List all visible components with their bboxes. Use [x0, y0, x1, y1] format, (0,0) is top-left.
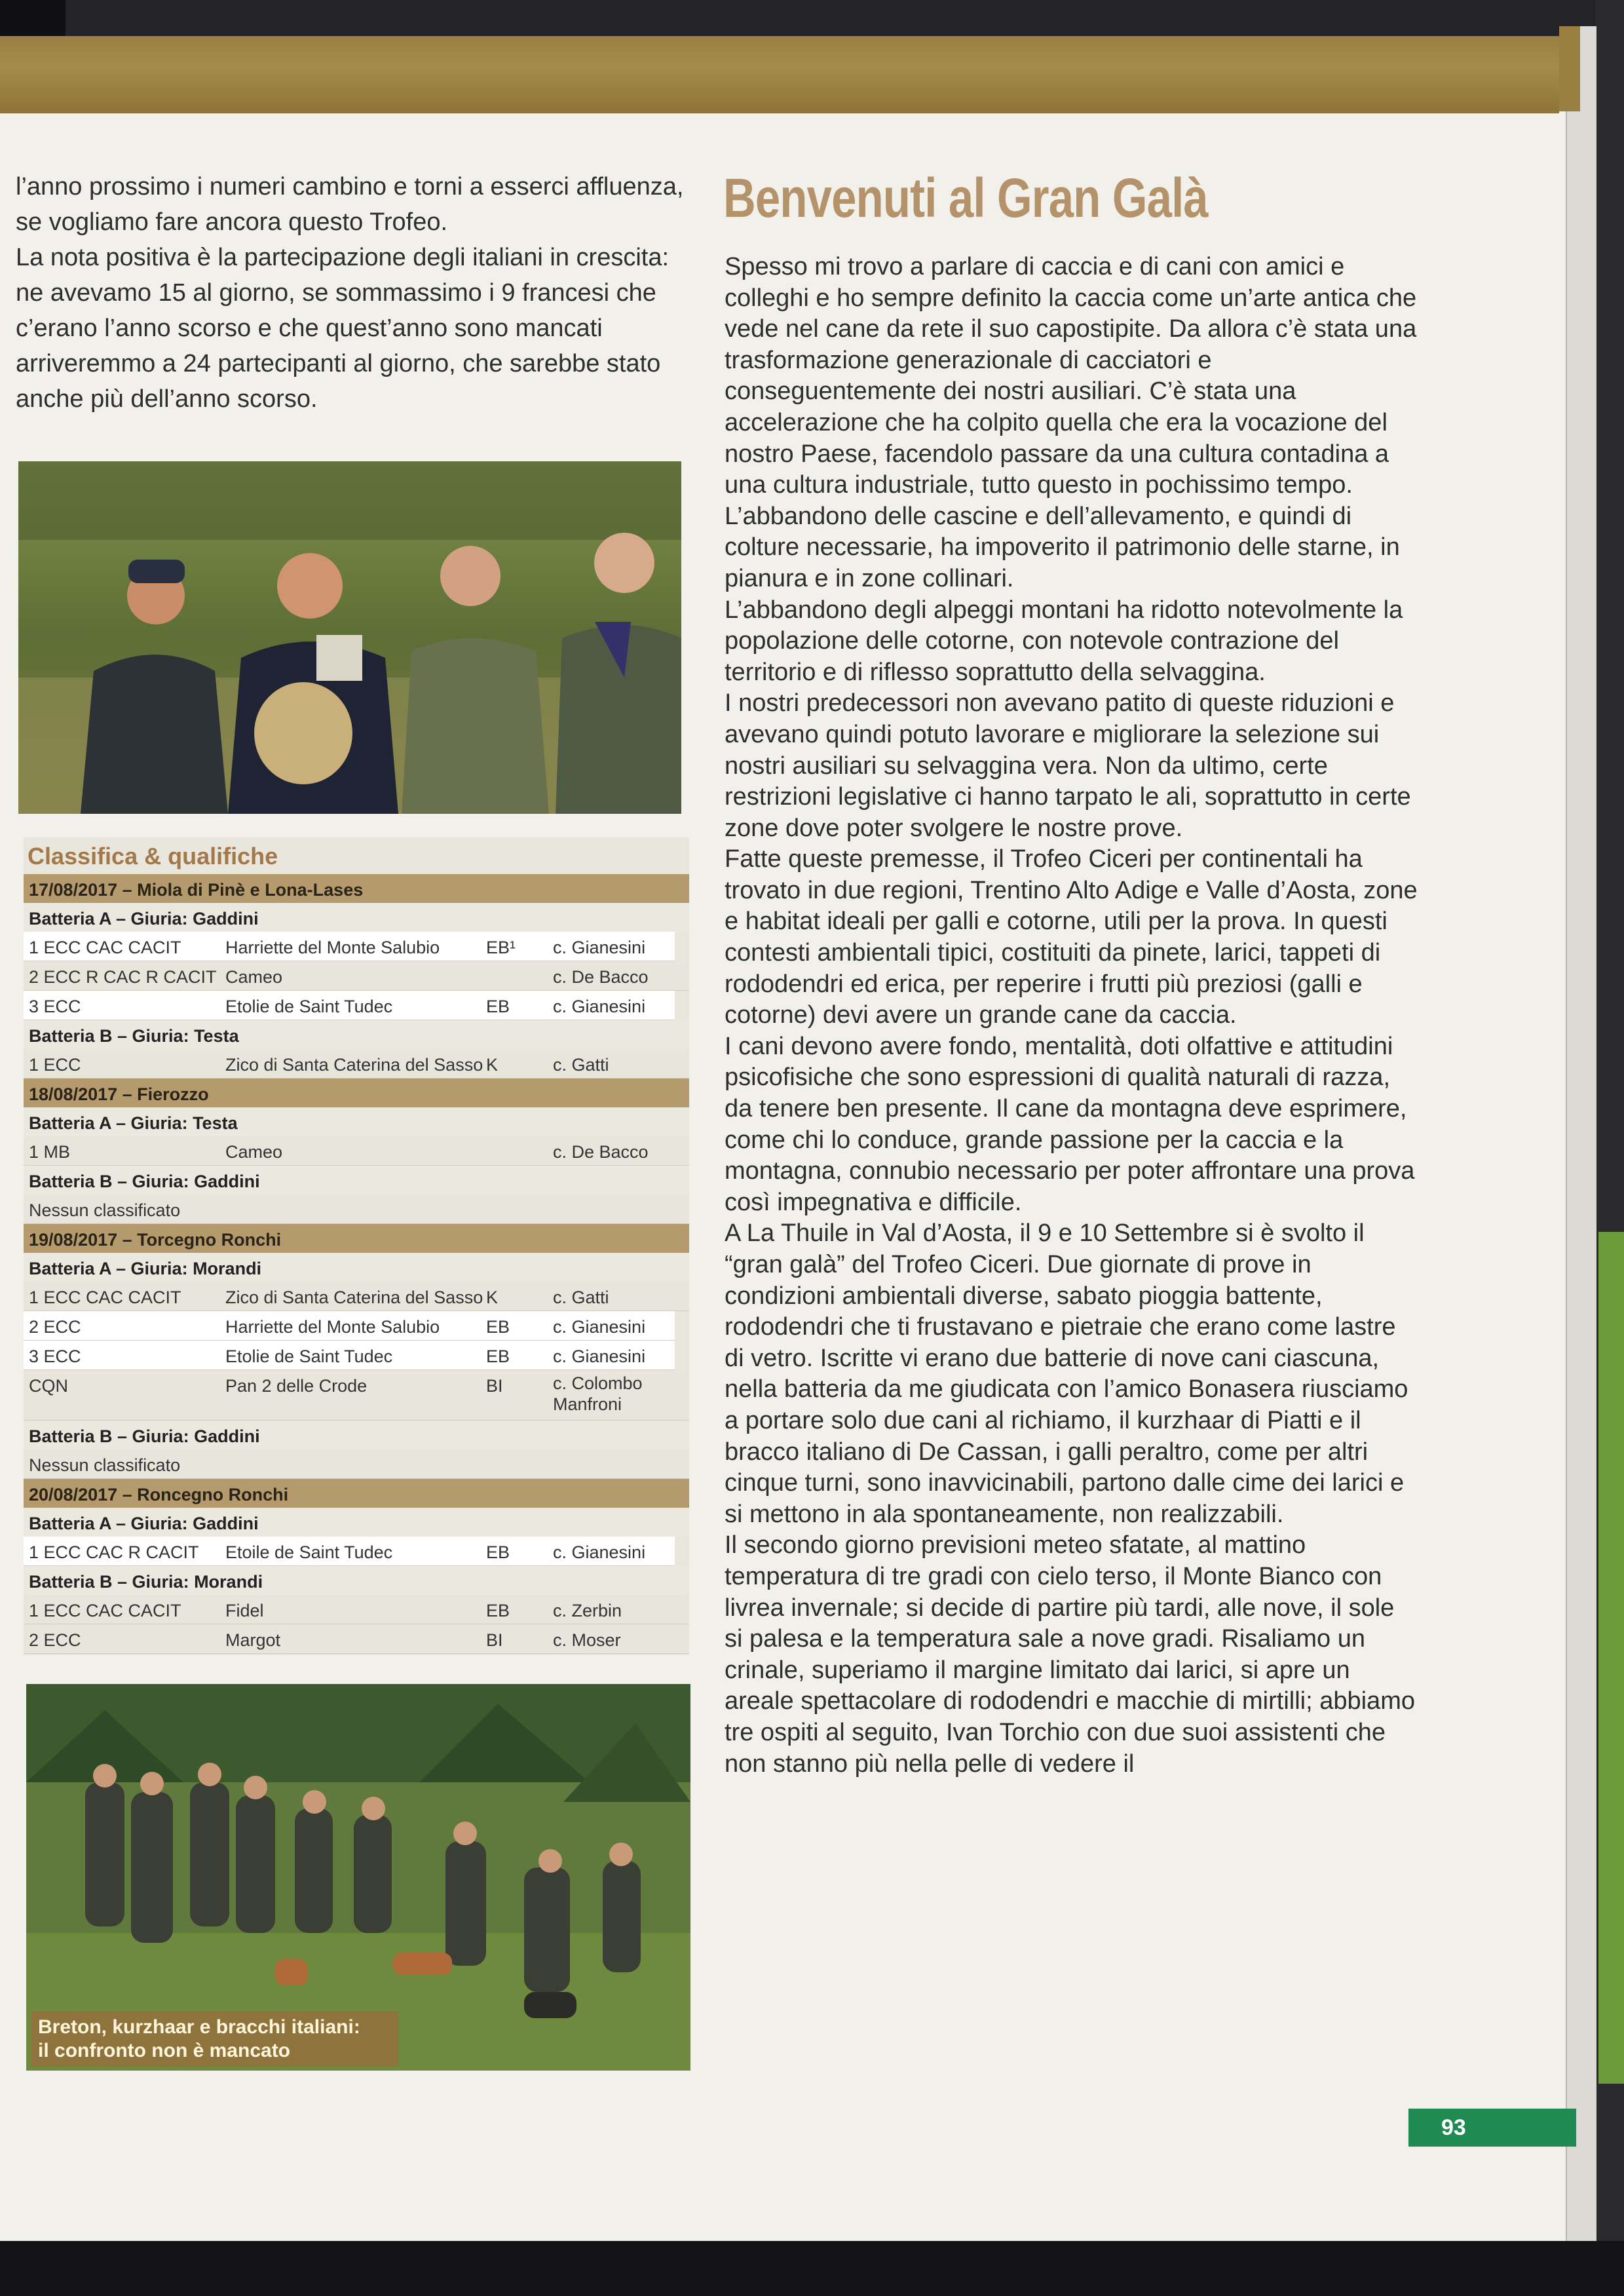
header-band — [0, 36, 1559, 113]
photo-caption — [31, 2012, 398, 2067]
table-batch-row — [24, 1566, 689, 1595]
next-page-edge — [1598, 1232, 1624, 2084]
table-date-row — [24, 1224, 689, 1253]
owner-cell: c. Gianesini — [553, 1542, 646, 1562]
left-paragraph: l’anno prossimo i numeri cambino e torni a esserci affluenza, se vogliamo fare ancora questo Trofeo. — [16, 173, 684, 236]
header-band-tail — [1559, 26, 1580, 111]
dog-name-cell: Margot — [225, 1630, 281, 1650]
table-row — [24, 1049, 689, 1079]
owner-cell: c. Gianesini — [553, 997, 646, 1016]
qualification-cell: 2 ECC — [29, 1317, 81, 1337]
owner-cell: c. Gianesini — [553, 1317, 646, 1337]
breed-cell: EB¹ — [486, 938, 516, 957]
right-paragraph: L’abbandono degli alpeggi montani ha ridotto notevolmente la popolazione delle cotorne, con notevole contrazione del territorio e di riflesso soprattutto della selvaggina. — [725, 596, 1403, 686]
page-edge — [1566, 26, 1596, 2241]
owner-cell: c. Moser — [553, 1630, 621, 1650]
table-date-row — [24, 1079, 689, 1107]
owner-cell: c. Colombo Manfroni — [553, 1373, 643, 1414]
right-paragraph: L’abbandono delle cascine e dell’allevamento, e quindi di colture necessarie, ha impoverito il patrimonio delle starne, in pianura e in zone collinari. — [725, 502, 1400, 592]
table-row — [24, 1537, 675, 1566]
table-batch-row — [24, 1508, 689, 1537]
batch-label: Batteria B – Giuria: Gaddini — [29, 1172, 260, 1191]
table-row — [24, 1195, 689, 1224]
batch-label: Batteria A – Giuria: Testa — [29, 1113, 238, 1133]
qualification-cell: 1 ECC CAC CACIT — [29, 1601, 181, 1620]
table-batch-row — [24, 1020, 689, 1049]
table-row — [24, 961, 689, 991]
qualification-cell: 2 ECC — [29, 1630, 81, 1650]
dog-name-cell: Zico di Santa Caterina del Sasso — [225, 1055, 483, 1075]
dog-name-cell: Etoile de Saint Tudec — [225, 1542, 393, 1562]
qualification-cell: 3 ECC — [29, 997, 81, 1016]
owner-cell: c. Gianesini — [553, 938, 646, 957]
owner-cell: c. Gatti — [553, 1288, 609, 1307]
dog-name-cell: Etolie de Saint Tudec — [225, 997, 393, 1016]
breed-cell: EB — [486, 1347, 510, 1366]
qualification-cell: Nessun classificato — [29, 1455, 181, 1475]
qualification-cell: 1 ECC — [29, 1055, 81, 1075]
table-batch-row — [24, 1166, 689, 1195]
batch-label: Batteria B – Giuria: Morandi — [29, 1572, 263, 1592]
owner-cell: c. De Bacco — [553, 1142, 649, 1162]
batch-label: Batteria B – Giuria: Testa — [29, 1026, 239, 1046]
page-number: 93 — [1408, 2109, 1576, 2147]
date-label: 19/08/2017 – Torcegno Ronchi — [29, 1230, 282, 1250]
dog-name-cell: Harriette del Monte Salubio — [225, 1317, 440, 1337]
breed-cell: K — [486, 1055, 499, 1075]
table-row — [24, 1341, 675, 1370]
right-paragraph: A La Thuile in Val d’Aosta, il 9 e 10 Settembre si è svolto il “gran galà” del Trofeo Ciceri. Due giornate di prove in condizioni ambientali diverse, sabato pioggia battente, rododendri che ti frustavano e pietraie che erano come lastre di vetro. Iscritte vi erano due batterie di nove cani ciascuna, nella batteria da me giudicata con l’amico Bonasera riusciamo a portare solo due cani al richiamo, il kurzhaar di Piatti e il bracco italiano di De Cassan, i galli peraltro, come per altri cinque turni, sono inavvicinabili, partono dalle cime dei larici e si mettono in ala spontaneamente, non realizzabili. — [725, 1219, 1408, 1528]
qualification-cell: 3 ECC — [29, 1347, 81, 1366]
right-paragraph: Spesso mi trovo a parlare di caccia e di cani con amici e colleghi e ho sempre definito la caccia come un’arte antica che vede nel cane da rete il suo capostipite. Da allora c’è stata una trasformazione generazionale di cacciatori e conseguentemente dei nostri ausiliari. C’è stata una accelerazione che ha colpito quella che era la vocazione del nostro Paese, facendolo passare da una cultura contadina a una cultura industriale, tutto questo in pochissimo tempo. — [725, 253, 1417, 499]
table-row — [24, 932, 675, 961]
dog-name-cell: Pan 2 delle Crode — [225, 1376, 368, 1396]
date-label: 17/08/2017 – Miola di Pinè e Lona-Lases — [29, 880, 364, 900]
breed-cell: EB — [486, 1601, 510, 1620]
owner-cell: c. Gatti — [553, 1055, 609, 1075]
caption-line: il confronto non è mancato — [38, 2040, 291, 2061]
date-label: 18/08/2017 – Fierozzo — [29, 1084, 209, 1104]
table-row — [24, 1282, 689, 1311]
date-label: 20/08/2017 – Roncegno Ronchi — [29, 1485, 289, 1504]
qualification-cell: 1 ECC CAC CACIT — [29, 938, 181, 957]
qualification-cell: 1 MB — [29, 1142, 71, 1162]
qualification-cell: 2 ECC R CAC R CACIT — [29, 967, 217, 987]
batch-label: Batteria A – Giuria: Gaddini — [29, 1514, 259, 1533]
owner-cell: c. De Bacco — [553, 967, 649, 987]
table-batch-row — [24, 903, 689, 932]
right-paragraph: Fatte queste premesse, il Trofeo Ciceri per continentali ha trovato in due regioni, Trentino Alto Adige e Valle d’Aosta, zone e habitat ideali per galli e cotorne, utili per la prova. In questi contesti ambientali tipici, costituiti da pinete, larici, tappeti di rododendri ed erica, per reperire i frutti più preziosi (galli e cotorne) devi avere un grande cane da caccia. — [725, 845, 1418, 1029]
breed-cell: EB — [486, 1317, 510, 1337]
batch-label: Batteria A – Giuria: Gaddini — [29, 909, 259, 928]
table-batch-row — [24, 1253, 689, 1282]
scan-background-bottom — [0, 2241, 1624, 2296]
left-paragraph: La nota positiva è la partecipazione degli italiani in crescita: ne avevamo 15 al giorno, se sommassimo i 9 francesi che c’erano l’anno scorso e che quest’anno sono mancati arriveremmo a 24 partecipanti al giorno, che sarebbe stato anche più dell’anno scorso. — [16, 244, 670, 413]
right-column-text — [725, 252, 1419, 1780]
right-paragraph: Il secondo giorno previsioni meteo sfatate, al mattino temperatura di tre gradi con cielo terso, il Monte Bianco con livrea invernale; si decide di partire più tardi, alle nove, il sole si palesa e la temperatura sale a nove gradi. Risaliamo un crinale, superiamo il margine limitato dai larici, si apre un areale spettacolare di rododendri e macchie di mirtilli; abbiamo tre ospiti al seguito, Ivan Torchio con due suoi assistenti che non stanno più nella pelle di vedere il — [725, 1531, 1415, 1778]
left-column-text — [16, 169, 684, 417]
table-date-row — [24, 1479, 689, 1508]
table-row — [24, 1136, 689, 1166]
qualification-cell: Nessun classificato — [29, 1200, 181, 1220]
dog-name-cell: Cameo — [225, 1142, 283, 1162]
table-row — [24, 1370, 689, 1421]
dog-name-cell: Cameo — [225, 967, 283, 987]
right-paragraph: I nostri predecessori non avevano patito di queste riduzioni e avevano quindi potuto lavorare e migliorare la selezione sui nostri ausiliari su selvaggina vera. Non da ultimo, certe restrizioni legislative ci hanno tarpato le ali, soprattutto in certe zone dove poter svolgere le nostre prove. — [725, 689, 1411, 842]
results-table — [24, 837, 689, 1655]
table-row — [24, 1311, 675, 1341]
caption-line: Breton, kurzhaar e bracchi italiani: — [38, 2016, 360, 2038]
breed-cell: EB — [486, 1542, 510, 1562]
dog-name-cell: Etolie de Saint Tudec — [225, 1347, 393, 1366]
photo-winners-with-trophy — [18, 461, 681, 814]
breed-cell: EB — [486, 997, 510, 1016]
table-title: Classifica & qualifiche — [28, 843, 278, 870]
table-row — [24, 1595, 689, 1624]
table-batch-row — [24, 1107, 689, 1136]
dog-name-cell: Zico di Santa Caterina del Sasso — [225, 1288, 483, 1307]
qualification-cell: CQN — [29, 1376, 68, 1396]
breed-cell: BI — [486, 1630, 503, 1650]
table-row — [24, 1449, 689, 1479]
right-paragraph: I cani devono avere fondo, mentalità, doti olfattive e attitudini psicofisiche che sono espressioni di qualità naturali di razza, da tenere ben presente. Il cane da montagna deve esprimere, come chi lo conduce, grande passione per la caccia e la montagna, connubio necessario per poter affrontare una prova così impegnativa e difficile. — [725, 1032, 1415, 1216]
table-row — [24, 991, 675, 1020]
qualification-cell: 1 ECC CAC R CACIT — [29, 1542, 199, 1562]
batch-label: Batteria B – Giuria: Gaddini — [29, 1426, 260, 1446]
owner-cell: c. Zerbin — [553, 1601, 622, 1620]
breed-cell: BI — [486, 1376, 503, 1396]
dog-name-cell: Harriette del Monte Salubio — [225, 938, 440, 957]
table-date-row — [24, 874, 689, 903]
batch-label: Batteria A – Giuria: Morandi — [29, 1259, 262, 1278]
table-rows — [24, 874, 689, 1654]
owner-cell: c. Gianesini — [553, 1347, 646, 1366]
table-row — [24, 1624, 689, 1654]
article-headline: Benvenuti al Gran Galà — [723, 167, 1208, 229]
table-batch-row — [24, 1421, 689, 1449]
dog-name-cell: Fidel — [225, 1601, 264, 1620]
breed-cell: K — [486, 1288, 499, 1307]
qualification-cell: 1 ECC CAC CACIT — [29, 1288, 181, 1307]
